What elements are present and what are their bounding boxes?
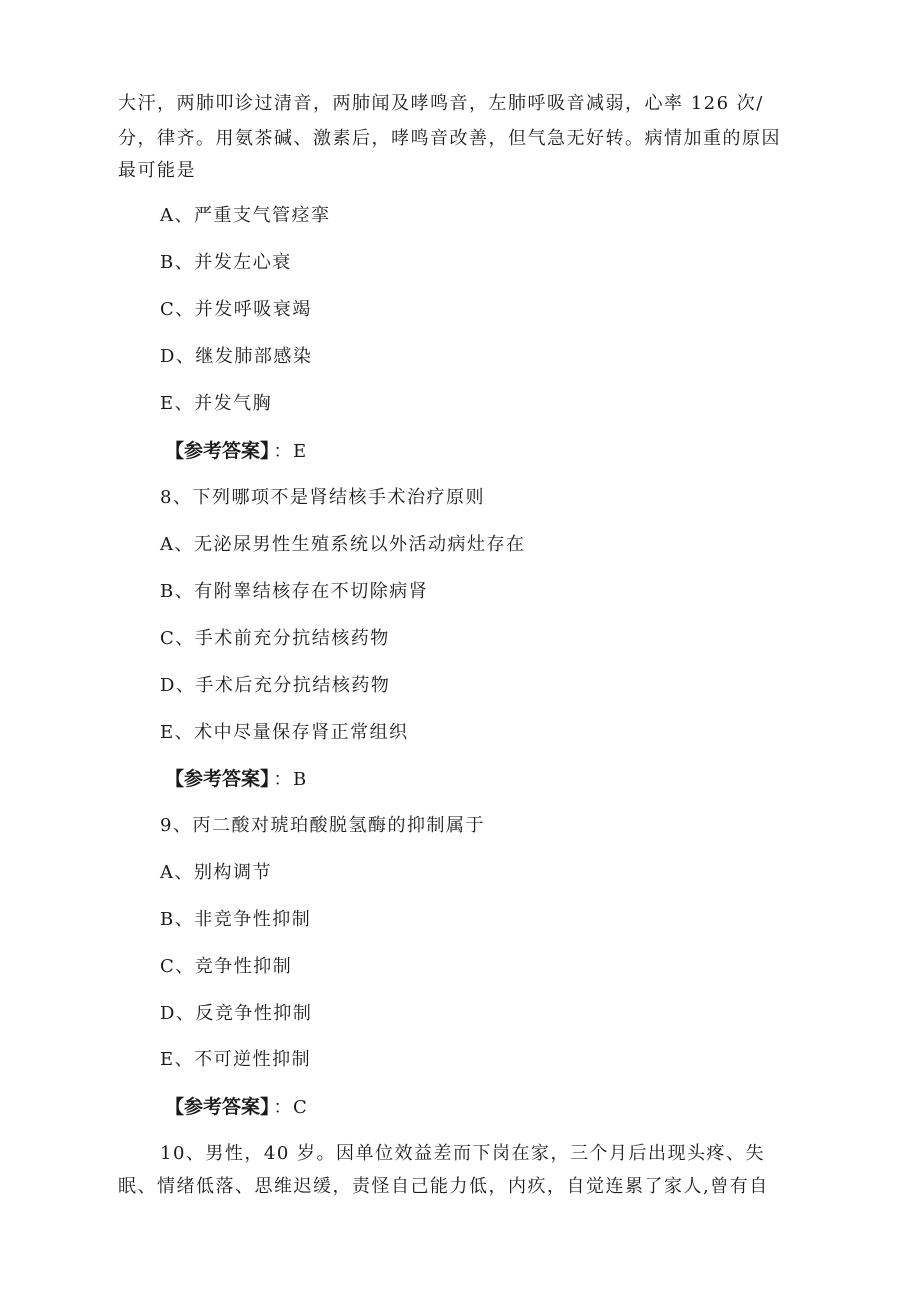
answer-label: 【参考答案】 xyxy=(165,1096,270,1118)
answer-colon: ： xyxy=(273,769,294,790)
answer-value: C xyxy=(293,1097,309,1118)
answer-value: E xyxy=(293,441,308,462)
q8-option-c: C、手术前充分抗结核药物 xyxy=(160,628,390,649)
q9-option-b: B、非竞争性抑制 xyxy=(160,909,312,930)
q7-option-c: C、并发呼吸衰竭 xyxy=(160,299,312,320)
intro-line-1: 大汗，两肺叩诊过清音，两肺闻及哮鸣音，左肺呼吸音减弱，心率 126 次/ xyxy=(118,93,764,114)
q7-option-d: D、继发肺部感染 xyxy=(160,346,313,367)
answer-colon: ： xyxy=(273,441,294,462)
q7-option-b: B、并发左心衰 xyxy=(160,252,292,273)
q8-option-e: E、术中尽量保存肾正常组织 xyxy=(160,722,409,743)
answer-label: 【参考答案】 xyxy=(165,440,270,462)
q8-option-b: B、有附睾结核存在不切除病肾 xyxy=(160,581,429,602)
answer-colon: ： xyxy=(273,1097,294,1118)
q7-answer xyxy=(165,439,308,464)
q8-answer xyxy=(165,767,308,792)
q10-line-1: 10、男性，40 岁。因单位效益差而下岗在家，三个月后出现头疼、失 xyxy=(160,1143,766,1164)
intro-line-3: 最可能是 xyxy=(118,160,196,181)
q8-option-a: A、无泌尿男性生殖系统以外活动病灶存在 xyxy=(160,534,526,555)
q7-option-e: E、并发气胸 xyxy=(160,393,273,414)
answer-value: B xyxy=(293,769,308,790)
q9-option-a: A、别构调节 xyxy=(160,862,272,883)
q9-answer xyxy=(165,1095,308,1120)
q9-question: 9、丙二酸对琥珀酸脱氢酶的抑制属于 xyxy=(160,815,485,836)
q9-option-e: E、不可逆性抑制 xyxy=(160,1049,312,1070)
q9-option-d: D、反竞争性抑制 xyxy=(160,1003,313,1024)
q8-option-d: D、手术后充分抗结核药物 xyxy=(160,675,391,696)
intro-line-2: 分，律齐。用氨茶碱、激素后，哮鸣音改善，但气急无好转。病情加重的原因 xyxy=(118,128,781,149)
q8-question: 8、下列哪项不是肾结核手术治疗原则 xyxy=(160,487,485,508)
q9-option-c: C、竞争性抑制 xyxy=(160,956,293,977)
q7-option-a: A、严重支气管痉挛 xyxy=(160,205,331,226)
answer-label: 【参考答案】 xyxy=(165,768,270,790)
q10-line-2: 眠、情绪低落、思维迟缓，责怪自己能力低，内疚，自觉连累了家人,曾有自 xyxy=(118,1176,769,1197)
